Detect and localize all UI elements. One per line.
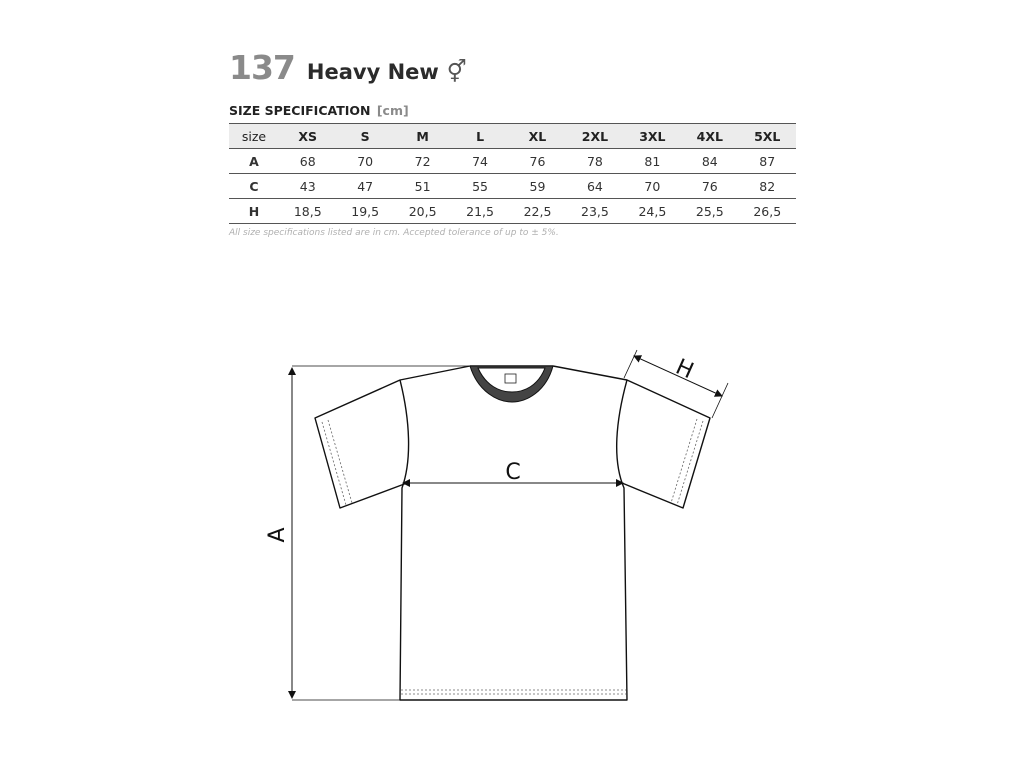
column-header: 2XL [566,124,623,149]
table-cell: 43 [279,174,336,199]
table-cell: 21,5 [451,199,508,224]
table-cell: 19,5 [336,199,393,224]
table-cell: 82 [739,174,796,199]
t-shirt-outline [315,366,710,700]
table-cell: 78 [566,149,623,174]
table-cell: 20,5 [394,199,451,224]
table-cell: 68 [279,149,336,174]
table-cell: 22,5 [509,199,566,224]
dimension-a-label: A [265,527,290,543]
row-label: C [229,174,279,199]
table-cell: 81 [624,149,681,174]
column-header: L [451,124,508,149]
column-header: 3XL [624,124,681,149]
product-name: Heavy New [306,60,439,84]
table-cell: 87 [739,149,796,174]
table-cell: 24,5 [624,199,681,224]
table-cell: 59 [509,174,566,199]
table-cell: 18,5 [279,199,336,224]
table-cell: 70 [336,149,393,174]
tolerance-note: All size specifications listed are in cm. Accepted tolerance of up to ± 5%. [229,228,559,238]
table-cell: 47 [336,174,393,199]
table-cell: 76 [509,149,566,174]
table-cell: 25,5 [681,199,738,224]
row-label: H [229,199,279,224]
table-cell: 64 [566,174,623,199]
table-cell: 74 [451,149,508,174]
dimension-c-label: C [505,460,521,485]
table-cell: 72 [394,149,451,174]
dimension-h [624,350,728,418]
table-cell: 84 [681,149,738,174]
unisex-icon: ⚥ [446,60,467,85]
table-cell: 70 [624,174,681,199]
column-header: 5XL [739,124,796,149]
table-cell: 51 [394,174,451,199]
table-cell: 26,5 [739,199,796,224]
column-header: 4XL [681,124,738,149]
column-header: XS [279,124,336,149]
table-cell: 76 [681,174,738,199]
column-header: M [394,124,451,149]
product-number: 137 [229,48,295,87]
table-cell: 23,5 [566,199,623,224]
column-header: S [336,124,393,149]
column-header: size [229,124,279,149]
dimension-a [265,366,470,700]
t-shirt-collar [470,366,553,402]
spec-heading-text: SIZE SPECIFICATION [229,103,371,118]
dimension-h-label: H [671,354,698,385]
spec-unit: [cm] [376,103,409,118]
dimension-c [403,460,623,485]
column-header: XL [509,124,566,149]
label-tag-icon [505,374,516,383]
table-cell: 55 [451,174,508,199]
row-label: A [229,149,279,174]
